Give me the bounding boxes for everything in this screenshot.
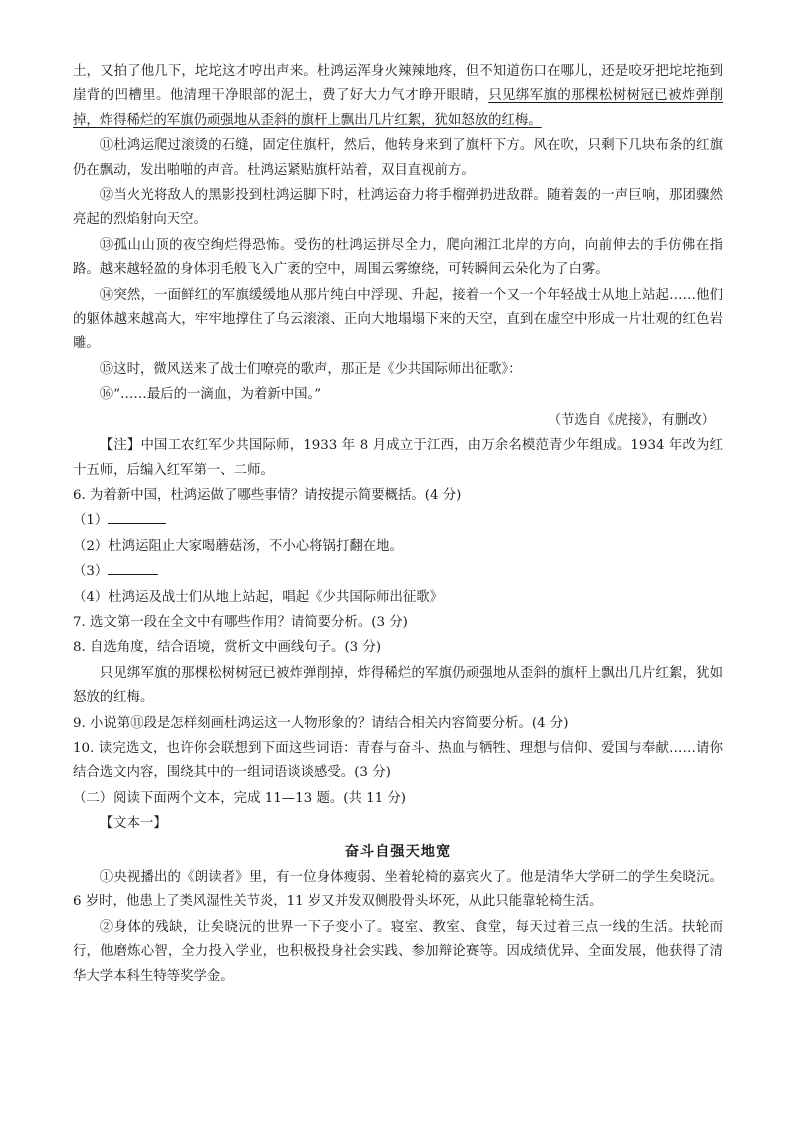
passage-paragraph-16: ⑯“……最后的一滴血，为着新中国。”	[99, 387, 322, 403]
passage-paragraph-15: ⑮这时，微风送来了战士们嘹亮的歌声，那正是《少共国际师出征歌》：	[99, 361, 522, 377]
answer-blank[interactable]	[108, 560, 158, 575]
page-content	[73, 60, 723, 989]
answer-blank[interactable]	[108, 509, 166, 524]
passage-source: （节选自《虎接》，有删改）	[547, 412, 715, 428]
question-6-item-2: （2）杜鸿运阻止大家喝蘑菇汤，不小心将锅打翻在地。	[73, 538, 403, 554]
question-10: 10. 读完选文，也许你会联想到下面这些词语：青春与奋斗、热血与牺牲、理想与信仰、爱国与奉献……请你结合选文内容，围绕其中的一组词语谈谈感受。(3 分)	[73, 740, 723, 781]
article-paragraph-2: ②身体的残缺，让矣晓沅的世界一下子变小了。寝室、教室、食堂，每天过着三点一线的生活。扶轮而行，他磨炼心智，全力投入学业，也积极投身社会实践、参加辩论赛等。因成绩优异、全面发展，他获得了清华大学本科生特等奖学金。	[73, 919, 723, 984]
item-label: （1）	[73, 513, 109, 529]
question-9: 9. 小说第⑪段是怎样刻画杜鸿运这一人物形象的？请结合相关内容简要分析。(4 分)	[73, 715, 569, 731]
question-8: 8. 自选角度，结合语境，赏析文中画线句子。(3 分)	[73, 640, 382, 656]
question-6-item-1	[73, 509, 723, 533]
question-7: 7. 选文第一段在全文中有哪些作用？请简要分析。(3 分)	[73, 614, 408, 630]
passage-paragraph-11: ⑪杜鸿运爬过滚烫的石缝，固定住旗杆，然后，他转身来到了旗杆下方。风在吹，只剩下几块布条的红旗仍在飘动，发出啪啪的声音。杜鸿运紧贴旗杆站着，双目直视前方。	[73, 138, 723, 178]
passage-paragraph-continued	[73, 60, 723, 133]
question-6: 6. 为着新中国，杜鸿运做了哪些事情？请按提示简要概括。(4 分)	[73, 487, 462, 503]
question-6-item-4: （4）杜鸿运及战士们从地上站起，唱起《少共国际师出征歌》	[73, 589, 444, 605]
article-title: 奋斗自强天地宽	[344, 843, 452, 860]
article-paragraph-1: ①央视播出的《朗读者》里，有一位身体瘦弱、坐着轮椅的嘉宾火了。他是清华大学研二的学生矣晓沅。6 岁时，他患上了类风湿性关节炎，11 岁又并发双侧股骨头坏死，从此只能靠轮椅生活。	[73, 870, 723, 910]
text-1-tag: 【文本一】	[99, 816, 167, 832]
passage-paragraph-13: ⑬孤山山顶的夜空绚烂得恐怖。受伤的杜鸿运拼尽全力，爬向湘江北岸的方向，向前伸去的手仿佛在指路。越来越轻盈的身体羽毛般飞入广袤的空中，周围云雾缭绕，可转瞬间云朵化为了白雾。	[73, 237, 723, 278]
item-label: （3）	[73, 564, 109, 580]
underlined-sentence: 只见绑军旗的那棵松树树冠已被炸弹削掉，炸得稀烂的军旗仍顽强地从歪斜的旗杆上飘出几片红絮，犹如怒放的红梅。	[73, 88, 724, 128]
passage-paragraph-12: ⑫当火光将敌人的黑影投到杜鸿运脚下时，杜鸿运奋力将手榴弹扔进敌群。随着轰的一声巨响，那团骤然亮起的烈焰射向天空。	[73, 188, 723, 228]
passage-paragraph-14: ⑭突然，一面鲜红的军旗缓缓地从那片纯白中浮现、升起，接着一个又一个年轻战士从地上站起……他们的躯体越来越高大，牢牢地撑住了乌云滚滚、正向大地塌塌下来的天空，直到在虚空中形成一片壮观的红色岩雕。	[73, 287, 723, 352]
question-6-item-3	[73, 560, 723, 584]
paragraph-text: 土，又拍了他几下，坨坨这才哼出声来。杜鸿运浑身火辣辣地疼，但不知道伤口在哪儿，还是咬牙把坨坨拖到崖背的凹槽里。他清理干净眼部的泥土，费了好大力气才睁开眼睛，	[73, 64, 723, 104]
question-8-quote: 只见绑军旗的那棵松树树冠已被炸弹削掉，炸得稀烂的军旗仍顽强地从歪斜的旗杆上飘出几片红絮，犹如怒放的红梅。	[73, 665, 723, 706]
section-2-heading: （二）阅读下面两个文本，完成 11—13 题。(共 11 分)	[73, 790, 407, 806]
passage-note: 【注】中国工农红军少共国际师，1933 年 8 月成立于江西，由万余名模范青少年组成。1934 年改为红十五师，后编入红军第一、二师。	[73, 438, 723, 478]
